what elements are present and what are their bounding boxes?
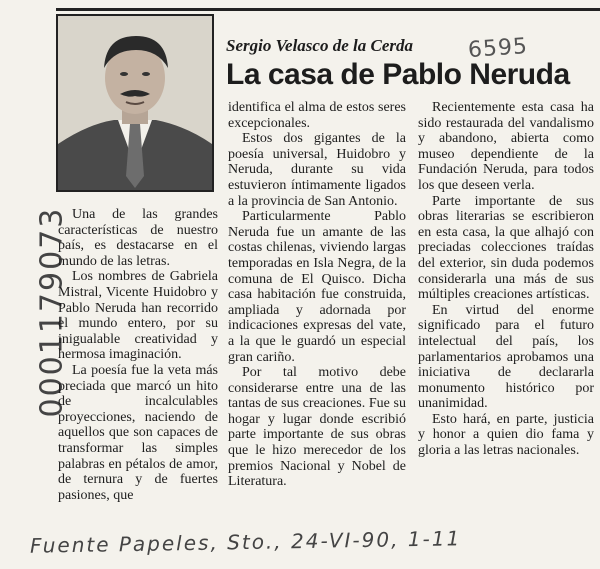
- column-2: [228, 100, 406, 490]
- column-1: [58, 207, 218, 503]
- top-rule: [56, 8, 600, 11]
- paragraph: Esto hará, en parte, justicia y honor a quien dio fama y gloria a las letras nacionales.: [418, 411, 594, 459]
- archive-number: 0001179073: [34, 206, 70, 418]
- paragraph: identifica el alma de estos seres excepcionales.: [228, 100, 406, 131]
- paragraph: La poesía fue la veta más preciada que marcó un hito de incalculables proyecciones, naciendo de aquellos que son capaces de transformar las simples palabras en pétalos de amor, de ternura y de fuertes pasiones, que: [58, 362, 218, 503]
- paragraph: Por tal motivo debe considerarse entre una de las tantas de sus creaciones. Fue su hogar y lugar donde escribió parte importante de sus obras que le hizo merecedor de los premios Nacional y Nobel de Literatura.: [228, 365, 406, 490]
- paragraph: Parte importante de sus obras literarias se escribieron en esta casa, la que alhajó con preciadas colecciones traídas del exterior, sin duda podemos considerarla una más de sus múltiples creaciones artísticas.: [418, 193, 594, 303]
- paragraph: Particularmente Pablo Neruda fue un amante de las costas chilenas, viviendo largas temporadas en Isla Negra, de la comuna de El Quisco. Dicha casa habitación fue construida, ampliada y adornada por indicaciones expresas del vate, a la que le guardó un especial gran cariño.: [228, 209, 406, 365]
- column-3: [418, 100, 594, 459]
- handwritten-source-note: Fuente Papeles, Sto., 24-VI-90, 1-11: [29, 526, 462, 558]
- article-title: La casa de Pablo Neruda: [226, 58, 570, 91]
- author-photo: [56, 14, 214, 192]
- paragraph: Estos dos gigantes de la poesía universal, Huidobro y Neruda, durante su vida estuvieron íntimamente ligados a la provincia de San Antonio.: [228, 131, 406, 209]
- portrait-image: [58, 16, 212, 190]
- paragraph: Los nombres de Gabriela Mistral, Vicente Huidobro y Pablo Neruda han recorrido el mundo entero, por su inigualable creatividad y hermosa imaginación.: [58, 269, 218, 363]
- paragraph: Una de las grandes características de nuestro país, es destacarse en el mundo de las letras.: [58, 207, 218, 269]
- author-byline: Sergio Velasco de la Cerda: [226, 36, 413, 55]
- paragraph: Recientemente esta casa ha sido restaurada del vandalismo y abandono, abierta como museo dependiente de la Fundación Neruda, para todos los que deseen verla.: [418, 100, 594, 193]
- paragraph: En virtud del enorme significado para el futuro intelectual del país, los parlamentarios aprobamos una iniciativa de declararla monumento histórico por unanimidad.: [418, 302, 594, 412]
- handwritten-page-number: 6595: [467, 33, 529, 64]
